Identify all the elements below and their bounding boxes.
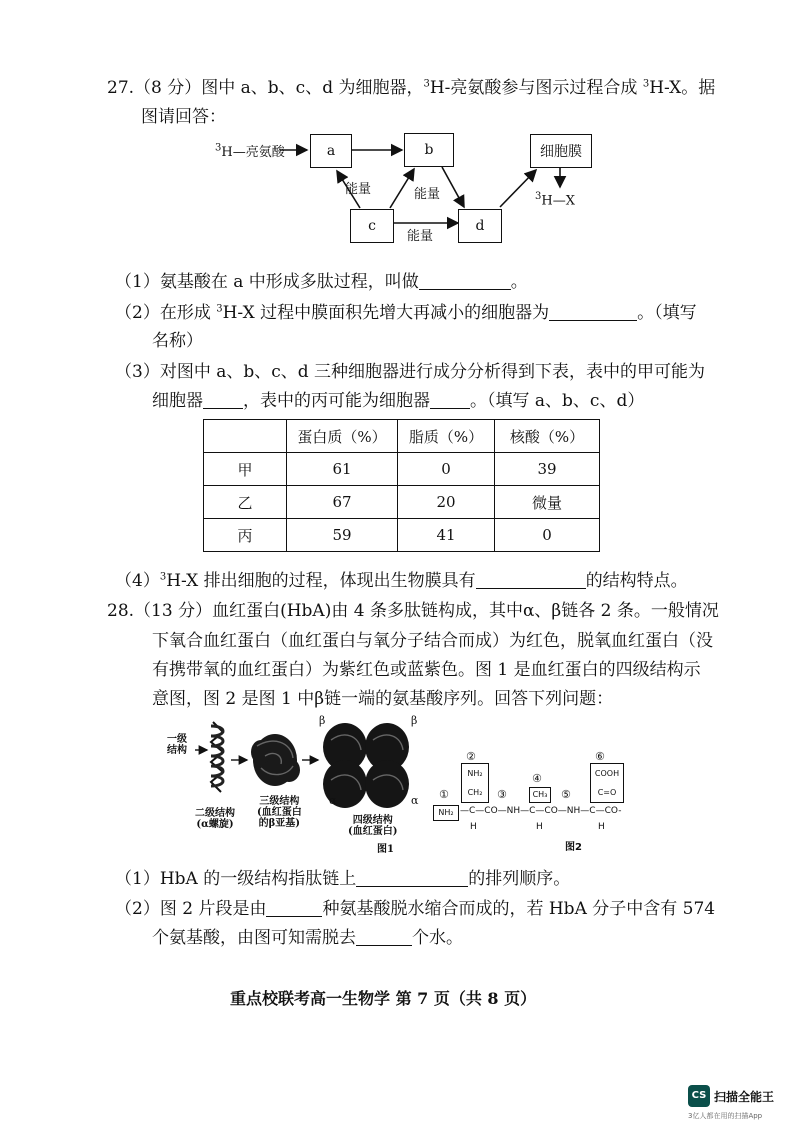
answer-blank[interactable]: [356, 929, 412, 946]
q28-sub2: （2）图 2 片段是由 种氨基酸脱水缩合而成的，若 HbA 分子中含有 574: [115, 899, 716, 919]
q27-sub2: （2）在形成 $^3$H-X 过程中膜面积先增大再减小的细胞器为 。（填写: [115, 303, 697, 323]
table-cell: 20: [398, 486, 495, 519]
table-cell: 乙: [204, 486, 287, 519]
marker-5: ⑤: [561, 788, 571, 801]
figure-2-caption: 图2: [565, 842, 582, 853]
alpha-hydrogen-1: H: [470, 822, 477, 832]
marker-3: ③: [497, 788, 507, 801]
table-header-row: [204, 420, 600, 453]
table-header-cell: [204, 420, 287, 453]
n-terminal-box: NH₂: [433, 805, 459, 821]
marker-4: ④: [532, 772, 542, 785]
beta-label-left: β: [319, 714, 326, 727]
alpha-label-left: α: [329, 794, 337, 807]
table-cell: 丙: [204, 519, 287, 552]
figure-1-caption: 图1: [377, 844, 394, 855]
table-cell: 59: [287, 519, 398, 552]
residue-6-side-chain-box: COOH C=O: [590, 763, 624, 803]
q28-sub2-line2: 个氨基酸，由图可知需脱去 个水。: [152, 928, 463, 948]
scanner-watermark: [688, 1085, 794, 1125]
cell-membrane-box: 细胞膜: [530, 134, 592, 168]
camscanner-icon: CS: [688, 1085, 710, 1107]
output-label: $^3$H—X: [535, 191, 575, 209]
marker-1: ①: [439, 788, 449, 801]
table-row: [204, 486, 600, 519]
organelle-d: d: [458, 209, 502, 243]
table-header-cell: 脂质（%）: [398, 420, 495, 453]
input-label: $^3$H—亮氨酸: [215, 142, 285, 160]
table-cell: 0: [495, 519, 600, 552]
residue-2-side-chain-box: NH₂ CH₂: [461, 763, 489, 803]
answer-blank[interactable]: [203, 392, 243, 409]
q28-line2: 下氧合血红蛋白（血红蛋白与氧分子结合而成）为红色，脱氧血红蛋白（没: [152, 631, 713, 651]
table-cell: 微量: [495, 486, 600, 519]
tertiary-structure-label: 三级结构 (血红蛋白 的β亚基): [257, 796, 302, 829]
energy-label-2: 能量: [414, 187, 441, 202]
residue-4-side-chain-box: CH₃: [529, 787, 551, 803]
q27-header: 27.（8 分）图中 a、b、c、d 为细胞器，$^3$H-亮氨酸参与图示过程合成 $^3$H-X。据: [107, 78, 716, 98]
table-cell: 61: [287, 453, 398, 486]
organelle-composition-table: [203, 419, 600, 552]
table-row: [204, 519, 600, 552]
q27-sub1: （1）氨基酸在 a 中形成多肽过程，叫做 。: [115, 272, 528, 292]
answer-blank[interactable]: [419, 273, 511, 290]
marker-6: ⑥: [595, 750, 605, 763]
scanner-name: 扫描全能王: [714, 1090, 775, 1104]
q28-line3: 有携带氧的血红蛋白）为紫红色或蓝紫色。图 1 是血红蛋白的四级结构示: [152, 660, 701, 680]
table-cell: 39: [495, 453, 600, 486]
alpha-label-right: α: [411, 794, 419, 807]
primary-structure-label: 一级 结构: [167, 734, 187, 756]
table-cell: 67: [287, 486, 398, 519]
q27-intro-line2: 图请回答：: [141, 107, 226, 127]
organelle-c: c: [350, 209, 394, 243]
energy-label-3: 能量: [407, 229, 434, 244]
table-cell: 41: [398, 519, 495, 552]
organelle-flow-diagram: [210, 125, 610, 250]
answer-blank[interactable]: [430, 392, 470, 409]
q28-sub1: （1）HbA 的一级结构指肽链上 的排列顺序。: [115, 869, 571, 889]
q27-sub3-line1: （3）对图中 a、b、c、d 三种细胞器进行成分分析得到下表，表中的甲可能为: [115, 362, 706, 382]
quaternary-structure-label: 四级结构 (血红蛋白): [348, 815, 398, 837]
answer-blank[interactable]: [549, 304, 637, 321]
organelle-a: a: [310, 134, 352, 168]
table-row: [204, 453, 600, 486]
energy-label-1: 能量: [345, 182, 372, 197]
table-header-cell: 蛋白质（%）: [287, 420, 398, 453]
beta-label-right: β: [411, 714, 418, 727]
q27-sub2-line2: 名称）: [152, 331, 203, 351]
q28-line4: 意图，图 2 是图 1 中β链一端的氨基酸序列。回答下列问题：: [152, 689, 614, 709]
alpha-hydrogen-3: H: [598, 822, 605, 832]
marker-2: ②: [466, 750, 476, 763]
organelle-b: b: [404, 133, 454, 167]
figure-1-hemoglobin-structure: [165, 712, 430, 854]
q27-sub3-line2: 细胞器 ，表中的丙可能为细胞器 。（填写 a、b、c、d）: [152, 391, 645, 411]
answer-blank[interactable]: [476, 572, 586, 589]
table-cell: 甲: [204, 453, 287, 486]
alpha-hydrogen-2: H: [536, 822, 543, 832]
table-header-cell: 核酸（%）: [495, 420, 600, 453]
figure-2-amino-acid-sequence: [433, 750, 633, 853]
backbone-chain: —C—CO—NH—C—CO—NH—C—CO-: [460, 806, 622, 816]
q28-line1: 28.（13 分）血红蛋白(HbA)由 4 条多肽链构成，其中α、β链各 2 条。一般情况: [107, 601, 719, 621]
answer-blank[interactable]: [356, 870, 468, 887]
table-cell: 0: [398, 453, 495, 486]
page-footer: 重点校联考高一生物学 第 7 页（共 8 页）: [230, 989, 537, 1008]
q27-sub4: $(4)^3H-X$ 排出细胞的过程，体现出生物膜具有 的结构特点。: [115, 571, 688, 591]
scanner-tagline: 3亿人都在用的扫描App: [688, 1112, 763, 1120]
secondary-structure-label: 二级结构 (α螺旋): [195, 808, 235, 830]
answer-blank[interactable]: [266, 900, 322, 917]
